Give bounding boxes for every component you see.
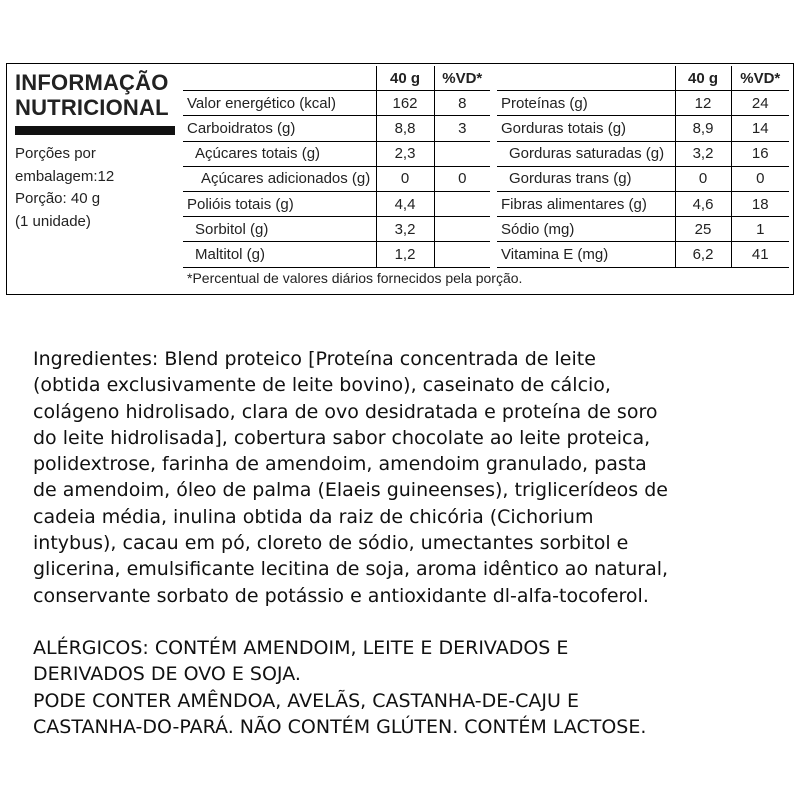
table-row — [183, 141, 490, 166]
header-amount: 40 g — [675, 66, 731, 91]
table-row — [497, 242, 789, 267]
nutrient-name: Gorduras trans (g) — [509, 170, 632, 188]
table-row — [497, 91, 789, 116]
nutrient-dv: 41 — [731, 242, 789, 267]
nutrient-amount: 8,8 — [376, 116, 434, 141]
ingredients-line: conservante sorbato de potássio e antioxidante dl-alfa-tocoferol. — [33, 584, 649, 607]
allergens-line: CASTANHA-DO-PARÁ. NÃO CONTÉM GLÚTEN. CONTÉM LACTOSE. — [33, 715, 647, 738]
nutrient-dv: 18 — [731, 191, 789, 216]
ingredients-line: cadeia média, inulina obtida da raiz de chicória (Cichorium — [33, 505, 594, 528]
nutrient-name: Gorduras saturadas (g) — [509, 145, 665, 163]
header-dv: %VD* — [434, 66, 490, 91]
nutrient-name: Açúcares totais (g) — [195, 145, 321, 163]
portion-line: (1 unidade) — [15, 212, 91, 230]
nutrient-name: Sorbitol (g) — [195, 220, 269, 238]
nutrition-table-left — [183, 66, 490, 268]
nutrient-amount: 8,9 — [675, 116, 731, 141]
ingredients-text — [33, 346, 793, 609]
nutrient-amount: 0 — [376, 166, 434, 191]
nutrient-dv: 1 — [731, 217, 789, 242]
nutrition-facts-panel — [6, 63, 794, 295]
header-amount: 40 g — [376, 66, 434, 91]
allergens-line: ALÉRGICOS: CONTÉM AMENDOIM, LEITE E DERIVADOS E — [33, 637, 569, 659]
nutrient-amount: 162 — [376, 91, 434, 116]
nutrient-name: Carboidratos (g) — [187, 119, 296, 137]
table-row — [183, 91, 490, 116]
portion-line: Porção: 40 g — [15, 190, 101, 207]
nutrient-name: Valor energético (kcal) — [187, 94, 336, 112]
table-header-row — [183, 66, 490, 91]
header-blank — [497, 66, 675, 91]
nutrient-dv: 0 — [434, 166, 490, 191]
allergens-line: PODE CONTER AMÊNDOA, AVELÃS, CASTANHA-DE-CAJU E — [33, 689, 579, 712]
nutrient-name: Vitamina E (mg) — [501, 245, 609, 263]
nutrition-table-right — [497, 66, 789, 268]
header-dv: %VD* — [731, 66, 789, 91]
nutrient-name: Maltitol (g) — [195, 245, 266, 263]
table-row — [183, 166, 490, 191]
nutrient-amount: 12 — [675, 91, 731, 116]
nutrient-name: Proteínas (g) — [501, 94, 588, 112]
nutrient-amount: 6,2 — [675, 242, 731, 267]
nutrient-dv — [434, 242, 490, 267]
nutrient-amount: 4,6 — [675, 191, 731, 216]
header-blank — [183, 66, 376, 91]
table-row — [497, 141, 789, 166]
heading-line: NUTRICIONAL — [15, 95, 169, 120]
table-row — [183, 242, 490, 267]
nutrient-name: Açúcares adicionados (g) — [201, 170, 371, 188]
table-header-row — [497, 66, 789, 91]
nutrient-amount: 3,2 — [376, 217, 434, 242]
nutrition-heading-column — [15, 70, 180, 233]
nutrient-dv: 24 — [731, 91, 789, 116]
nutrient-amount: 1,2 — [376, 242, 434, 267]
ingredients-line: polidextrose, farinha de amendoim, amendoim granulado, pasta — [33, 453, 647, 476]
nutrient-amount: 25 — [675, 217, 731, 242]
heading-line: INFORMAÇÃO — [15, 70, 169, 95]
table-row — [183, 116, 490, 141]
portion-info — [15, 143, 180, 233]
heading-bar — [15, 126, 175, 135]
nutrient-dv: 0 — [731, 166, 789, 191]
ingredients-line: colágeno hidrolisado, clara de ovo desidratada e proteína de soro — [33, 400, 658, 423]
ingredients-line: intybus), cacau em pó, cloreto de sódio, umectantes sorbitol e — [33, 532, 629, 555]
nutrient-name: Sódio (mg) — [501, 220, 575, 238]
table-row — [497, 116, 789, 141]
table-row — [183, 217, 490, 242]
table-row — [497, 166, 789, 191]
ingredients-line: Ingredientes: Blend proteico [Proteína concentrada de leite — [33, 348, 596, 370]
ingredients-line: de amendoim, óleo de palma (Elaeis guineenses), triglicerídeos de — [33, 479, 668, 502]
table-row — [183, 191, 490, 216]
table-row — [497, 217, 789, 242]
nutrient-dv: 8 — [434, 91, 490, 116]
allergens-line: DERIVADOS DE OVO E SOJA. — [33, 663, 301, 686]
nutrition-heading — [15, 70, 180, 120]
nutrient-dv: 14 — [731, 116, 789, 141]
portion-line: embalagem:12 — [15, 167, 115, 185]
ingredients-line: (obtida exclusivamente de leite bovino), caseinato de cálcio, — [33, 374, 611, 397]
ingredients-line: glicerina, emulsificante lecitina de soja, aroma idêntico ao natural, — [33, 558, 669, 581]
nutrient-dv — [434, 191, 490, 216]
footnote: *Percentual de valores diários fornecidos pela porção. — [187, 270, 523, 286]
nutrient-amount: 3,2 — [675, 141, 731, 166]
allergens-text — [33, 635, 793, 740]
nutrient-amount: 2,3 — [376, 141, 434, 166]
nutrient-amount: 4,4 — [376, 191, 434, 216]
nutrient-name: Polióis totais (g) — [187, 195, 294, 213]
nutrient-amount: 0 — [675, 166, 731, 191]
nutrient-name: Fibras alimentares (g) — [501, 195, 647, 213]
nutrient-dv — [434, 217, 490, 242]
nutrient-name: Gorduras totais (g) — [501, 119, 627, 137]
nutrient-dv — [434, 141, 490, 166]
portion-line: Porções por — [15, 145, 96, 162]
nutrient-dv: 16 — [731, 141, 789, 166]
ingredients-line: do leite hidrolisada], cobertura sabor chocolate ao leite proteica, — [33, 426, 651, 449]
table-row — [497, 191, 789, 216]
nutrient-dv: 3 — [434, 116, 490, 141]
